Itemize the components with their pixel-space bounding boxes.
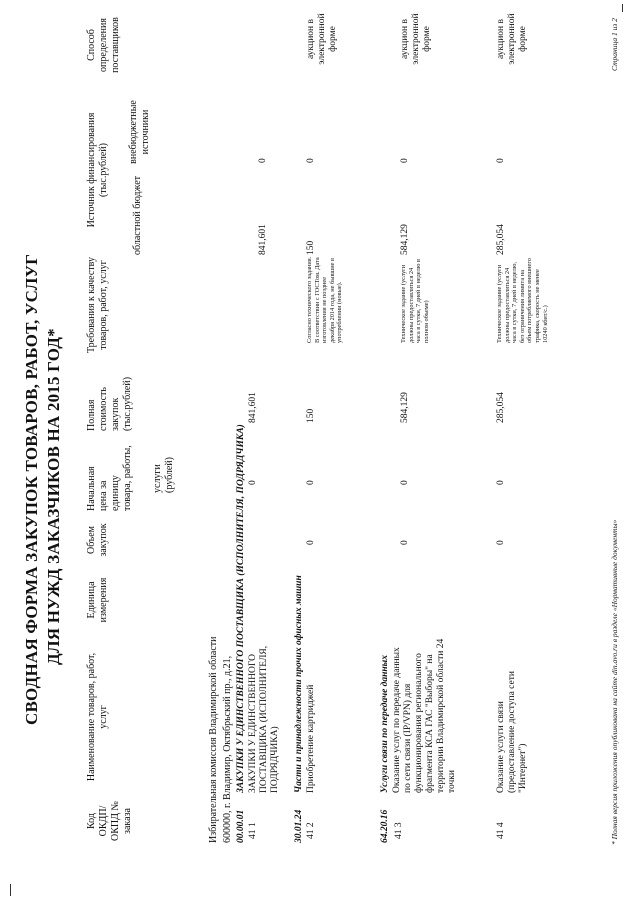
section-title: Услуги связи по передаче данных <box>380 654 390 793</box>
row-regional: 285,054 <box>496 224 506 255</box>
row-regional: 584,129 <box>400 224 410 255</box>
row-name: Приобретение картриджей <box>306 684 316 793</box>
header-volume: Объем закупок <box>86 523 109 557</box>
section-title: ЗАКУПКИ У ЕДИНСТВЕННОГО ПОСТАВЩИКА (ИСПОЛНИТЕЛЯ, ПОДРЯДЧИКА) <box>236 424 246 793</box>
page-subtitle: ДЛЯ НУЖД ЗАКАЗЧИКОВ НА 2015 ГОД* <box>44 328 63 665</box>
scan-mark <box>10 884 11 896</box>
footnote: * Полная версия приложения опубликована на сайте din.avo.ru в разделе «Нормативные документы» <box>610 519 619 845</box>
row-price: 0 <box>496 480 506 485</box>
row-price: 0 <box>248 480 258 485</box>
row-extra: 0 <box>400 158 410 163</box>
header-total: Полная стоимость закупок (тыс.рублей) <box>86 376 133 431</box>
row-number: 41 1 <box>248 822 258 839</box>
row-requirements: Техническое задание (услуги должны предоставляться 24 часа в сутки, 7 дней в неделю, без ограничения лимита на объем потребляемого внешнего трафика, скорость не менее 10240 кбит/с.) <box>496 258 549 343</box>
customer-name: Избирательная комиссия Владимирской области <box>208 636 219 843</box>
row-name: Оказание услуги связи (предоставление доступа сети "Интернет") <box>496 671 528 793</box>
row-method: аукцион в электронной форме <box>496 13 528 65</box>
header-source-extra: внебюджетные источники <box>128 100 151 164</box>
row-total: 584,129 <box>400 392 410 423</box>
section-title: Части и принадлежности прочих офисных машин <box>294 575 304 793</box>
row-total: 150 <box>306 408 316 423</box>
header-code: Код ОКДП/ ОКПД № заказа <box>86 801 133 841</box>
header-unit: Единица измерения <box>86 577 109 623</box>
row-volume: 0 <box>400 540 410 545</box>
row-regional: 841,601 <box>258 224 268 255</box>
header-price: Начальная цена за единицу товара, работы, <box>86 445 133 511</box>
page-number: Страница 1 из 2 <box>610 18 619 71</box>
header-source: Источник финансирования (тыс.рублей) <box>86 112 109 228</box>
row-number: 41 4 <box>496 822 506 839</box>
row-extra: 0 <box>306 158 316 163</box>
header-name: Наименование товаров, работ, услуг <box>86 652 109 782</box>
row-number: 41 2 <box>306 822 316 839</box>
section-code: 00.00.01 <box>236 809 246 843</box>
row-regional: 150 <box>306 240 316 255</box>
customer-address: 600000, г. Владимир, Октябрьский пр., д.21, <box>222 655 233 843</box>
row-price: 0 <box>400 480 410 485</box>
header-price-unit: услуги (рублей) <box>152 456 175 493</box>
header-requirements: Требования к качеству товаров, работ, услуг <box>86 256 109 354</box>
row-volume: 0 <box>306 540 316 545</box>
row-total: 285,054 <box>496 392 506 423</box>
row-name: ЗАКУПКИ У ЕДИНСТВЕННОГО ПОСТАВЩИКА (ИСПОЛНИТЕЛЯ, ПОДРЯДЧИКА) <box>248 645 280 793</box>
row-extra: 0 <box>258 158 268 163</box>
page-title: СВОДНАЯ ФОРМА ЗАКУПОК ТОВАРОВ, РАБОТ, УСЛУГ <box>22 253 41 725</box>
section-code: 30.01.24 <box>294 809 304 843</box>
row-name: Оказание услуг по передаче данных по сети связи (IP/VPN) для функционирования регионального фрагмента КСА ГАС "Выборы" на территории Владимирской области 24 точки <box>392 638 457 793</box>
row-method: аукцион в электронной форме <box>400 13 432 65</box>
scan-mark <box>622 4 623 12</box>
row-extra: 0 <box>496 158 506 163</box>
section-code: 64.20.16 <box>380 809 390 843</box>
header-source-regional: областной бюджет <box>132 175 143 255</box>
row-method: аукцион в электронной форме <box>306 13 338 65</box>
row-total: 841,601 <box>248 392 258 423</box>
header-method: Способ определения поставщиков <box>86 17 121 73</box>
row-number: 41 3 <box>394 822 404 839</box>
row-requirements: Техническое задание (услуги должны предоставляться 24 часа в сутки, 7 дней в неделю в полном объеме) <box>400 259 430 343</box>
row-price: 0 <box>306 480 316 485</box>
row-requirements: Согласно технического задания. В соответствии с ГОСТом. Дата изготовления не позднее декабря 2014 года, не бывшие в употреблении (новые). <box>306 256 344 343</box>
row-volume: 0 <box>496 540 506 545</box>
